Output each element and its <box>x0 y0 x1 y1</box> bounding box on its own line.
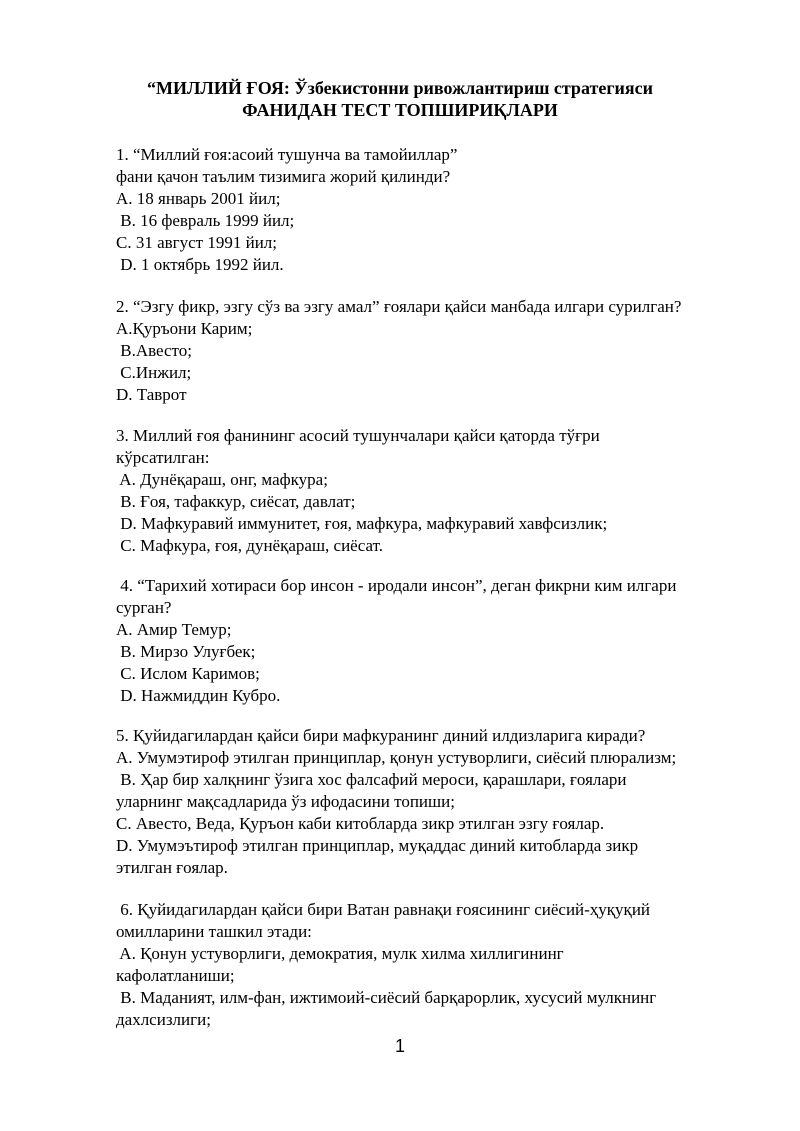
answer-option-d: D. 1 октябрь 1992 йил. <box>116 255 284 274</box>
answer-option-b: B.Авесто; <box>116 341 192 360</box>
question-6 <box>116 899 756 1031</box>
answer-option-b: B. Маданият, илм-фан, ижтимоий-сиёсий барқарорлик, хусусий мулкнинг <box>116 988 657 1007</box>
answer-option-b-continued: уларнинг мақсадларида ўз ифодасини топиши; <box>116 792 455 811</box>
question-3-text-line: 3. Миллий ғоя фанининг асосий тушунчалари қайси қаторда тўғри <box>116 426 600 445</box>
question-1-text-line: фани қачон таълим тизимига жорий қилинди? <box>116 167 451 186</box>
question-3 <box>116 425 756 557</box>
question-2-text-line: 2. “Эзгу фикр, эзгу сўз ва эзгу амал” ғоялари қайси манбада илгари сурилган? <box>116 297 682 316</box>
question-3-text-line: кўрсатилган: <box>116 448 210 467</box>
answer-option-a: A. Умумэтироф этилган принциплар, қонун устуворлиги, сиёсий плюрализм; <box>116 748 677 767</box>
page-number: 1 <box>394 1036 405 1056</box>
document-title-line-1: “МИЛЛИЙ ҒОЯ: Ўзбекистонни ривожлантириш стратегияси <box>147 78 653 98</box>
question-4-text-line: 4. “Тарихий хотираси бор инсон - иродали инсон”, деган фикрни ким илгари <box>116 576 677 595</box>
answer-option-a-continued: кафолатланиши; <box>116 966 235 985</box>
question-1 <box>116 144 756 276</box>
question-5 <box>116 725 756 879</box>
answer-option-b: B. Ҳар бир халқнинг ўзига хос фалсафий мероси, қарашлари, ғоялари <box>116 770 627 789</box>
question-6-text-line: 6. Қуйидагилардан қайси бири Ватан равнақи ғоясининг сиёсий-ҳуқуқий <box>116 900 651 919</box>
answer-option-c: C. Ислом Каримов; <box>116 664 260 683</box>
answer-option-c: C. Авесто, Веда, Қуръон каби китобларда зикр этилган эзгу ғоялар. <box>116 814 605 833</box>
document-title-line-2: ФАНИДАН ТЕСТ ТОПШИРИҚЛАРИ <box>242 100 558 120</box>
answer-option-a: A. Қонун устуворлиги, демократия, мулк хилма хиллигининг <box>116 944 564 963</box>
answer-option-a: A.Қуръони Карим; <box>116 319 253 338</box>
question-5-text-line: 5. Қуйидагилардан қайси бири мафкуранинг диний илдизларига киради? <box>116 726 646 745</box>
question-2 <box>116 296 756 406</box>
answer-option-d: D. Таврот <box>116 385 187 404</box>
answer-option-c: C. Мафкура, ғоя, дунёқараш, сиёсат. <box>116 536 383 555</box>
answer-option-b-continued: дахлсизлиги; <box>116 1010 211 1029</box>
answer-option-a: A. Дунёқараш, онг, мафкура; <box>116 470 328 489</box>
answer-option-d-continued: этилган ғоялар. <box>116 858 228 877</box>
question-4 <box>116 575 756 707</box>
answer-option-d: D. Умумэътироф этилган принциплар, муқаддас диний китобларда зикр <box>116 836 639 855</box>
answer-option-b: B. Мирзо Улуғбек; <box>116 642 256 661</box>
question-6-text-line: омилларини ташкил этади: <box>116 922 312 941</box>
question-4-text-line: сурган? <box>116 598 172 617</box>
answer-option-b: B. Ғоя, тафаккур, сиёсат, давлат; <box>116 492 356 511</box>
answer-option-c: C.Инжил; <box>116 363 192 382</box>
answer-option-a: A. Амир Темур; <box>116 620 232 639</box>
answer-option-a: A. 18 январь 2001 йил; <box>116 189 281 208</box>
answer-option-b: B. 16 февраль 1999 йил; <box>116 211 295 230</box>
answer-option-c: C. 31 август 1991 йил; <box>116 233 278 252</box>
question-1-text-line: 1. “Миллий ғоя:асоий тушунча ва тамойиллар” <box>116 145 458 164</box>
answer-option-d: D. Нажмиддин Кубро. <box>116 686 281 705</box>
answer-option-d: D. Мафкуравий иммунитет, ғоя, мафкура, мафкуравий хавфсизлик; <box>116 514 608 533</box>
